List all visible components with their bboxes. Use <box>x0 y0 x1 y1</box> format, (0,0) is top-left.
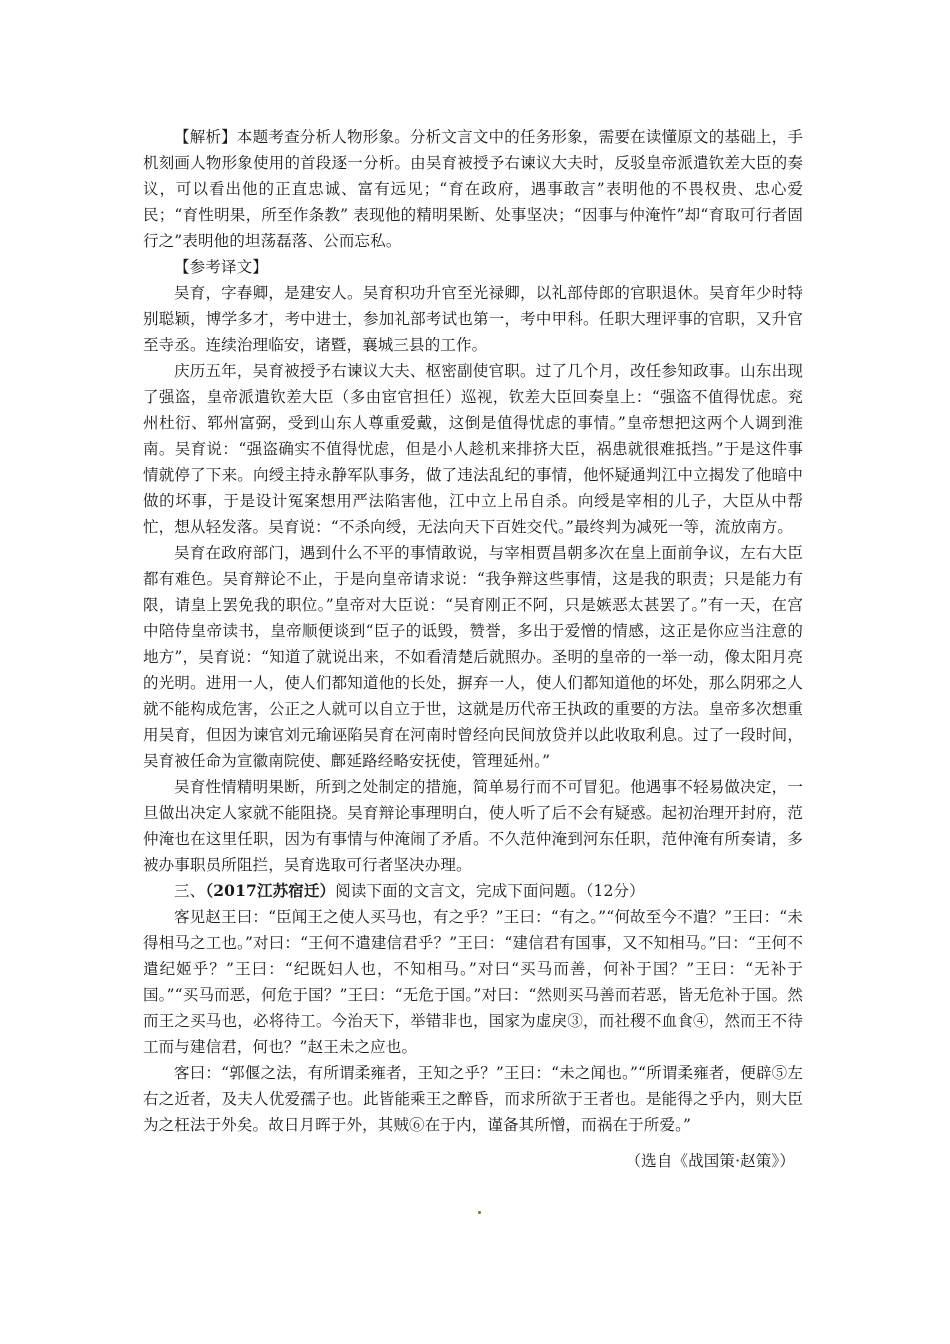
analysis-label: 【解析】 <box>174 128 237 146</box>
translation-paragraph-1: 吴育，字春卿，是建安人。吴育积功升官至光禄卿，以礼部侍郎的官职退休。吴育年少时特别聪颖，博学多才，考中进士，参加礼部考试也第一，考中甲科。任职大理评事的官职，又升官至寺丞。连续治理临安，诸暨，襄城三县的工作。 <box>143 284 803 354</box>
document-content <box>143 124 803 1174</box>
analysis-text: 本题考查分析人物形象。分析文言文中的任务形象，需要在读懂原文的基础上，手机刻画人物形象使用的首段逐一分析。由吴育被授予右谏议大夫时，反驳皇帝派遣钦差大臣的奏议，可以看出他的正直忠诚、富有远见；“育在政府，遇事敢言”表明他的不畏权贵、忠心爱民；“育性明果，所至作条教” 表现他的精明果断、处事坚决；“因事与仲淹忤”却“育取可行者固行之”表明他的坦荡磊落、公而忘私。 <box>143 128 804 250</box>
classical-text-paragraph-2: 客曰：“郭偃之法，有所谓柔雍者，王知之乎？”王曰：“未之闻也。”“所谓柔雍者，便辟⑤左右之近者，及夫人优爱孺子也。此皆能乘王之醉昏，而求所欲于王者也。是能得之乎内，则大臣为之枉法于外矣。故日月晖于外，其贼⑥在于内，谨备其所憎，而祸在于所爱。” <box>143 1064 803 1134</box>
translation-paragraph-3: 吴育在政府部门，遇到什么不平的事情敢说，与宰相贾昌朝多次在皇上面前争议，左右大臣都有难色。吴育辩论不止，于是向皇帝请求说：“我争辩这些事情，这是我的职责；只是能力有限，请皇上罢免我的职位。”皇帝对大臣说：“吴育刚正不阿，只是嫉恶太甚罢了。”有一天，在宫中陪侍皇帝读书，皇帝顺便谈到“臣子的诋毁，赞誉，多出于爱憎的情感，这正是你应当注意的地方”，吴育说：“知道了就说出来，不如看清楚后就照办。圣明的皇帝的一举一动，像太阳月亮的光明。进用一人，使人们都知道他的长处，摒弃一人，使人们都知道他的坏处，那么阴邪之人就不能构成危害，公正之人就可以自立于世，这就是历代帝王执政的重要的方法。皇帝多次想重用吴育，但因为谏官刘元瑜诬陷吴育在河南时曾经向民间放贷并以此收取利息。过了一段时间，吴育被任命为宣徽南院使、鄜延路经略安抚使，管理延州。” <box>143 544 803 770</box>
stray-mark <box>478 1211 481 1214</box>
translation-heading <box>143 254 803 280</box>
analysis-paragraph <box>143 124 803 254</box>
section-3-source-tag: （2017江苏宿迁） <box>205 881 336 900</box>
translation-label: 【参考译文】 <box>174 258 268 276</box>
section-3-number: 三、 <box>174 882 206 900</box>
section-3-instruction: 阅读下面的文言文，完成下面问题。（12分） <box>335 882 645 900</box>
translation-paragraph-2: 庆历五年，吴育被授予右谏议大夫、枢密副使官职。过了几个月，改任参知政事。山东出现了强盗，皇帝派遣钦差大臣（多由宦官担任）巡视，钦差大臣回奏皇上：“强盗不值得忧虑。兖州杜衍、郓州富弼，受到山东人尊重爱戴，这倒是值得忧虑的事情。”皇帝想把这两个人调到淮南。吴育说：“强盗确实不值得忧虑，但是小人趁机来排挤大臣，祸患就很难抵挡。”于是这件事情就停了下来。向绶主持永静军队事务，做了违法乱纪的事情，他怀疑通判江中立揭发了他暗中做的坏事，于是设计冤案想用严法陷害他，江中立上吊自杀。向绶是宰相的儿子，大臣从中帮忙，想从轻发落。吴育说：“不杀向绶，无法向天下百姓交代。”最终判为减死一等，流放南方。 <box>143 362 803 536</box>
translation-paragraph-4: 吴育性情精明果断，所到之处制定的措施，简单易行而不可冒犯。他遇事不轻易做决定，一旦做出决定人家就不能阻挠。吴育辩论事理明白，使人听了后不会有疑惑。起初治理开封府，范仲淹也在这里任职，因为有事情与仲淹闹了矛盾。不久范仲淹到河东任职，范仲淹有所奏请，多被办事职员所阻拦，吴育选取可行者坚决办理。 <box>143 778 803 874</box>
source-note: （选自《战国策·赵策》） <box>625 1152 795 1170</box>
classical-text-paragraph-1: 客见赵王曰：“臣闻王之使人买马也，有之乎？”王曰：“有之。”“何故至今不遣？”王曰：“未得相马之工也。”对曰：“王何不遣建信君乎？”王曰：“建信君有国事，又不知相马。”曰：“王何不遣纪姬乎？”王曰：“纪既妇人也，不知相马。”对曰“买马而善，何补于国？”王曰：“无补于国。”“买马而恶，何危于国？”王曰：“无危于国。”对曰：“然则买马善而若恶，皆无危补于国。然而王之买马也，必将待工。今治天下，举错非也，国家为虚戾③，而社稷不血食④，然而王不待工而与建信君，何也？”赵王未之应也。 <box>143 908 803 1056</box>
section-3-heading <box>143 878 803 904</box>
